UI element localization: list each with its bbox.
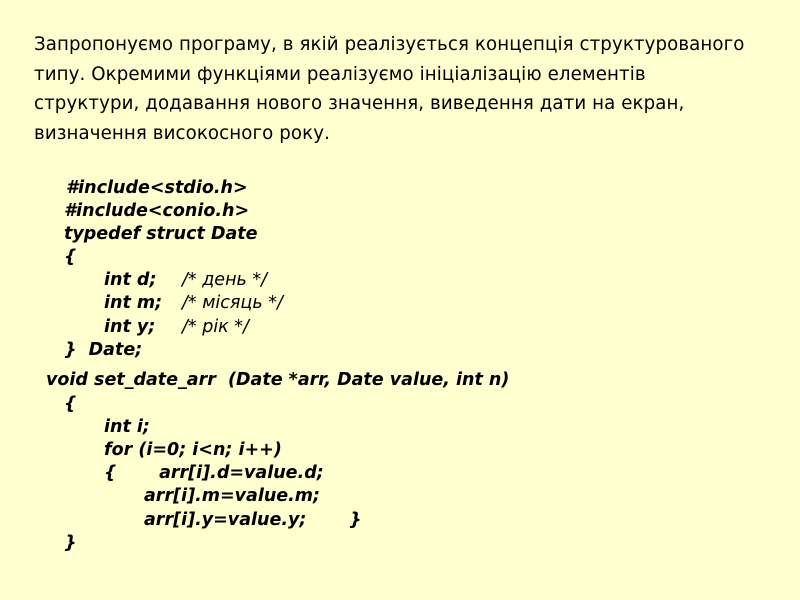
code-assign-y: arr[i].y=value.y; } bbox=[144, 510, 362, 530]
code-open-brace-struct: { bbox=[64, 247, 77, 267]
intro-line-2: типу. Окремими функціями реалізуємо ініціалізацію елементів bbox=[34, 63, 646, 85]
code-include-conio: #include<conio.h> bbox=[64, 201, 250, 221]
code-comment-d: /* день */ bbox=[182, 270, 268, 290]
code-for-loop: for (i=0; i<n; i++) bbox=[104, 440, 282, 460]
code-assign-m: arr[i].m=value.m; bbox=[144, 486, 321, 506]
code-comment-m: /* місяць */ bbox=[182, 293, 283, 313]
code-typedef: typedef struct Date bbox=[64, 224, 258, 244]
code-field-d: int d; bbox=[104, 270, 157, 290]
code-close-brace-func: } bbox=[64, 533, 77, 553]
intro-line-1: Запропонуємо програму, в якій реалізується концепція структурованого bbox=[34, 34, 745, 55]
code-comment-y: /* рік */ bbox=[182, 317, 249, 337]
code-decl-i: int i; bbox=[104, 417, 150, 437]
intro-line-3: структури, додавання нового значення, виведення дати на екран, bbox=[34, 93, 685, 114]
code-assign-d: { arr[i].d=value.d; bbox=[104, 463, 324, 483]
code-include-stdio: #include<stdio.h> bbox=[66, 178, 248, 198]
code-open-brace-func: { bbox=[64, 394, 77, 414]
intro-line-4: визначення високосного року. bbox=[34, 122, 330, 144]
code-close-struct: } Date; bbox=[64, 340, 143, 360]
code-field-y: int y; bbox=[104, 317, 156, 337]
code-field-m: int m; bbox=[104, 293, 163, 313]
code-func-signature: void set_date_arr (Date *arr, Date value, int n) bbox=[46, 370, 510, 390]
